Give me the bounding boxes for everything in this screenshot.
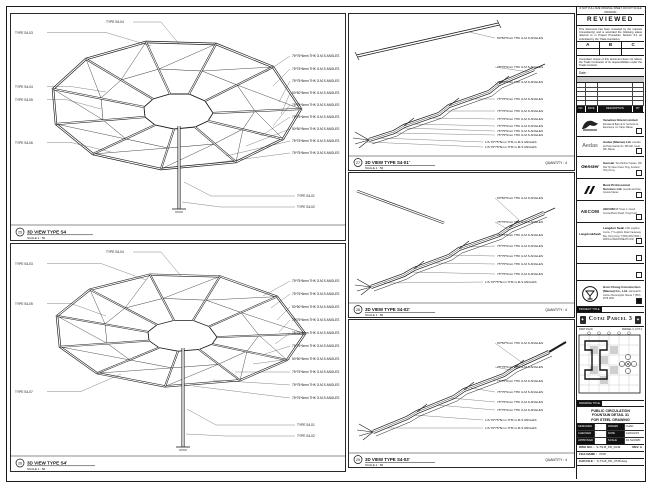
viewport-3d-view-type-s4-02 (348, 172, 575, 318)
consultant-name: AECOM (603, 206, 615, 211)
structure-drawing-s4 (11, 14, 345, 240)
leader-lines (384, 198, 519, 283)
consultant-address: Avenida da Praia Grande No. 665 (603, 141, 641, 148)
view-scale: SCALE 1 : 50 (365, 463, 384, 467)
leader-label: L/S 75*75*6mm THK G.M.S ANGLES (485, 280, 537, 284)
leader-label: 75*75*6mm THK G.M.S ANGLES (292, 370, 340, 374)
consultant-aecom (577, 201, 644, 223)
consultant-beca (577, 179, 644, 201)
rev-col-by: BY (633, 106, 644, 112)
consultant-address: 8/F Tower 2, Grand Central Plaza (603, 208, 635, 215)
status-a-cell (577, 49, 600, 55)
leader-label: 75*75*6mm THK G.M.S ANGLES (497, 272, 544, 276)
viewport-3d-view-type-s4-01 (348, 13, 575, 171)
viewport-3d-view-type-s4-prime (10, 243, 346, 472)
consultant-address: Two Harbour Square, 180 Wai Yip Street (603, 162, 642, 169)
cad-file-value: S-TS-B_PD_3728.dwg (596, 459, 628, 464)
column (176, 348, 190, 450)
leader-label: 75*75*6mm THK G.M.S ANGLES (497, 220, 544, 224)
gensler-logo: Gensler (581, 164, 599, 170)
rev-col-date: DATE (586, 106, 598, 112)
leader-label: 50*50*5mm THK G.M.S ANGLES (497, 341, 544, 345)
consultant-name: Venetian Orient Limited (603, 117, 638, 122)
leader-label: 75*75*6mm THK G.M.S ANGLES (497, 408, 544, 412)
leader-label: TYPE S4-02 (297, 205, 315, 209)
status-c-cell (622, 49, 644, 55)
leader-label: 75*75*6mm THK G.M.S ANGLES (292, 54, 340, 58)
leader-label: 75*75*6mm THK G.M.S ANGLES (497, 80, 544, 84)
consultant-address: Estrada da Baía de N. Senhora da Esperança, s/n (603, 123, 639, 130)
leader-label: 75*75*6mm THK G.M.S ANGLES (497, 379, 544, 383)
leader-label: 75*75*6mm THK G.M.S ANGLES (292, 331, 340, 335)
status-grid (577, 42, 644, 56)
leader-label: 50*50*5mm THK G.M.S ANGLES (292, 91, 340, 95)
consultant-name: Gensler (603, 160, 615, 165)
consultant-blank-1 (577, 247, 644, 264)
leader-lines (387, 343, 524, 428)
consultant-name: Langdon Seah (603, 225, 625, 230)
leader-label: 75*75*6mm THK G.M.S ANGLES (497, 97, 544, 101)
stamp-checkbox (636, 238, 642, 244)
leader-label: 75*75*6mm THK G.M.S ANGLES (292, 279, 340, 283)
status-b: B (600, 42, 623, 48)
dwg-no-value: S-TS-B_PD_0049 (596, 445, 621, 450)
leader-labels (15, 20, 339, 209)
view-number: 29 (356, 458, 360, 463)
view-number: 25 (18, 230, 22, 235)
view-quantity: QUANTITY : 4 (545, 161, 567, 165)
leader-label: 75*75*6mm THK G.M.S ANGLES (292, 383, 340, 387)
reviewed-stamp-title: REVIEWED (577, 15, 644, 26)
date-row (577, 69, 644, 77)
revision-table (577, 83, 644, 113)
consultant-gensler (577, 157, 644, 179)
leader-label: 75*75*6mm THK G.M.S ANGLES (497, 244, 544, 248)
leader-label: 75*75*6mm THK G.M.S ANGLES (292, 139, 340, 143)
consultant-address: Macau (611, 192, 619, 195)
leader-labels (485, 341, 543, 430)
leader-label: 50*50*5mm THK G.M.S ANGLES (292, 305, 340, 309)
leader-label: 75*75*6mm THK G.M.S ANGLES (292, 318, 340, 322)
viewport-3d-view-type-s4-03 (348, 319, 575, 468)
drawn-value: CHAD (625, 425, 634, 429)
cad-file-row (577, 459, 644, 466)
reviewed-stamp-text-1: This document has been reviewed by the relevant Consultant(s) and is accorded the following status referred to in Project Procedure Section 5.4 as submitted by the Trade Contractor. (579, 27, 642, 41)
leader-labels (485, 196, 543, 284)
consultant-name: Beca Professional Services Ltd. (603, 182, 630, 191)
leader-label: 75*75*6mm THK G.M.S ANGLES (292, 115, 340, 119)
title-block (576, 7, 644, 479)
langdon-seah-logo: Langdon&Seah (579, 232, 601, 236)
sheet-note: IF NOT FULL SIZE ORIGINAL SHEET, DO NOT SCALE DRAWING (577, 7, 644, 15)
rev-col-description: DESCRIPTION (598, 106, 633, 112)
consultant-aedas (577, 137, 644, 157)
view-scale: SCALE 1 : 50 (365, 166, 384, 170)
leader-label: 50*50*5mm THK G.M.S ANGLES (292, 357, 340, 361)
leader-label: 75*75*6mm THK G.M.S ANGLES (497, 133, 544, 137)
designed-value: - (595, 424, 607, 430)
checked-label: CHECKED (577, 431, 595, 437)
consultant-address: Taipa, Macau (619, 127, 633, 130)
view-number: 27 (356, 161, 360, 166)
leader-label: L/S 75*75*6mm THK G.M.S ANGLES (485, 140, 537, 144)
stamp-checkbox (636, 148, 642, 154)
leader-label: 75*75*6mm THK G.M.S ANGLES (292, 151, 340, 155)
canopy-structure (57, 275, 305, 387)
date-label: Date : (579, 70, 588, 75)
rev-col-no: NO. (577, 106, 586, 112)
view-quantity: QUANTITY : 4 (545, 458, 567, 462)
leader-labels (15, 250, 339, 438)
view-title-bar (349, 303, 574, 317)
leader-label: TYPE S4-01 (297, 194, 315, 198)
leader-label: 75*75*6mm THK G.M.S ANGLES (292, 103, 340, 107)
project-title-label: PROJECT TITLE (579, 307, 600, 311)
leader-label: 50*50*5mm THK G.M.S ANGLES (497, 36, 544, 40)
leader-label: 75*75*6mm THK G.M.S ANGLES (292, 67, 340, 71)
revision-header (577, 106, 644, 112)
leader-label: 75*75*6mm THK G.M.S ANGLES (292, 79, 340, 83)
stamp-checkbox (636, 170, 642, 176)
leader-label: TYPE S4-02 (297, 434, 315, 438)
leader-label: 75*75*6mm THK G.M.S ANGLES (497, 262, 544, 266)
view-title-bar (11, 225, 345, 240)
leader-label: 75*75*6mm THK G.M.S ANGLES (497, 129, 544, 133)
drawing-title (577, 407, 644, 424)
view-scale: SCALE 1 : 50 (27, 467, 46, 471)
leader-lines (47, 252, 295, 436)
drawing-title-label: DRAWING TITLE (579, 401, 600, 405)
view-number: 28 (356, 308, 360, 313)
view-title: 3D VIEW TYPE S4 (27, 229, 67, 235)
date-value: 14/AUG/15 (625, 432, 639, 436)
stamp-checkbox (636, 255, 642, 261)
leader-label: 50*50*5mm THK G.M.S ANGLES (497, 196, 544, 200)
contractor-contact: T (853) 2878 1830 (603, 294, 641, 301)
leader-label: L/S 75*75*6mm THK G.M.S ANGLES (485, 426, 537, 430)
consultant-blank-2 (577, 264, 644, 281)
view-quantity: QUANTITY : 4 (545, 308, 567, 312)
status-b-cell (600, 49, 623, 55)
view-title: 3D VIEW TYPE S4' (27, 460, 68, 466)
designed-label: DESIGNED (577, 424, 595, 430)
rev-value: REV. A (632, 445, 642, 450)
leader-label: 75*75*6mm THK G.M.S ANGLES (292, 344, 340, 348)
leader-lines (47, 22, 295, 207)
leader-label: TYPE S4-03 (15, 31, 33, 35)
status-a: A (577, 42, 600, 48)
leader-label: TYPE S4-06 (15, 141, 33, 145)
banner-ornament-icon: ✦ (580, 316, 585, 322)
key-plan-drawing (578, 331, 641, 397)
leader-labels (485, 36, 543, 149)
stamp-checkbox (636, 128, 642, 134)
consultant-address: 2101 Leighton Centre, 77 Leighton Road (603, 227, 640, 234)
leader-label: 75*75*6mm THK G.M.S ANGLES (497, 117, 544, 121)
consultant-address: Causeway Bay, Hong Kong (603, 231, 641, 238)
leader-label: TYPE S4-04 (106, 20, 124, 24)
file-name-row (577, 452, 644, 459)
grid-bubbles (588, 332, 631, 335)
approval-table (577, 424, 644, 445)
view-title-bar (349, 156, 574, 170)
leader-label: L/S 75*75*6mm THK G.M.S ANGLES (485, 145, 537, 149)
leader-label: TYPE S4-05 (15, 302, 33, 306)
leader-label: TYPE S4-04 (106, 250, 124, 254)
drawing-title-line: FOR STEEL DRAWING (591, 417, 630, 422)
beca-logo-icon (579, 185, 601, 195)
banner-ornament-icon: ✦ (636, 316, 641, 322)
drawn-label: DRAWN (607, 424, 625, 430)
leader-label: TYPE S4-03 (15, 262, 33, 266)
key-plan-parcel-label: PARCEL 3, LOT 2 (621, 328, 642, 331)
leader-label: TYPE S4-05 (15, 98, 33, 102)
structure-drawing-s4-03 (349, 320, 574, 467)
leader-label: 75*75*6mm THK G.M.S ANGLES (497, 254, 544, 258)
view-number: 26 (18, 461, 22, 466)
consultant-address: Avenida da Praia Grande (603, 188, 641, 195)
cad-file-label: CAD FILE : (579, 459, 595, 464)
dwg-no-row (577, 445, 644, 452)
leader-label: 75*75*6mm THK G.M.S ANGLES (497, 400, 544, 404)
view-title: 3D VIEW TYPE S4-01' (365, 160, 410, 165)
checked-value: - (595, 431, 607, 437)
structure-drawing-s4-01 (349, 14, 574, 170)
leader-label: 75*75*6mm THK G.M.S ANGLES (497, 65, 544, 69)
drawing-title-line: PUBLIC CIRCULATION (591, 408, 630, 413)
contractor-address: Alameda Dr. Carlos d'Assumpção, Macau (603, 290, 642, 297)
canopy-structure (53, 42, 301, 212)
contractor-block (577, 281, 644, 307)
stamp-checkbox (636, 214, 642, 220)
leader-label: 75*75*6mm THK G.M.S ANGLES (497, 390, 544, 394)
key-plan-label: PART PLAN (579, 328, 593, 331)
venetian-lion-logo-icon (579, 118, 601, 132)
contractor-emblem-icon (579, 285, 601, 303)
contractor-name: Hsin Chong Construction (Macau) Co., Ltd. (603, 284, 641, 293)
view-scale: SCALE 1 : 50 (27, 236, 46, 240)
leader-label: 75*75*6mm THK G.M.S ANGLES (497, 124, 544, 128)
view-title: 3D VIEW TYPE S4-03' (365, 457, 410, 462)
view-scale: SCALE 1 : 50 (365, 313, 384, 317)
reviewed-stamp-text-2: Consultant review of this document does not relieve the Trade Contractor of its responsibilities under the Trade Contract. (579, 57, 642, 68)
file-name-label: FILE NAME : (579, 452, 597, 457)
leader-label: 75*75*6mm THK G.M.S ANGLES (497, 365, 544, 369)
consultant-contact: T (852) 2830 3500 | WWW.LANGDONSEAH.COM (603, 235, 641, 242)
structure-drawing-s4-02 (349, 173, 574, 317)
scale-label: SCALE (607, 438, 625, 444)
consultant-venetian (577, 113, 644, 137)
aecom-logo: AECOM (580, 208, 600, 214)
leader-label: TYPE S4-01 (297, 423, 315, 427)
approved-value: - (595, 438, 607, 444)
leader-label: 75*75*6mm THK G.M.S ANGLES (292, 396, 340, 400)
stamp-checkbox (636, 192, 642, 198)
stamp-checkbox (636, 272, 642, 278)
leader-label: 75*75*6mm THK G.M.S ANGLES (497, 233, 544, 237)
dwg-no-label: DWG NO. : (579, 445, 595, 450)
consultant-address: Edf. Great Will, Macau (603, 145, 640, 152)
leader-label: 50*50*5mm THK G.M.S ANGLES (292, 127, 340, 131)
project-name: Cotai Parcel 3 (588, 315, 633, 322)
structure-drawing-s4-prime (11, 244, 345, 471)
aedas-logo: Aedas (582, 143, 598, 150)
view-title-bar (349, 453, 574, 467)
consultant-address: Shatin, Hong Kong (617, 212, 637, 215)
date-label: DATE (607, 431, 625, 437)
leader-label: TYPE S4-04 (15, 85, 33, 89)
status-c: C (631, 42, 635, 48)
view-title-bar (11, 456, 345, 471)
leader-label: TYPE S4-07 (15, 390, 33, 394)
scale-value: AS SHOWN (625, 439, 641, 443)
approved-label: APPROVED (578, 439, 593, 443)
project-title-banner (577, 313, 644, 327)
leader-label: L/S 75*75*6mm THK G.M.S ANGLES (485, 418, 537, 422)
consultant-address: Kwun Tong, Kowloon, Hong Kong (603, 166, 641, 173)
file-name-value: 3728 (599, 452, 606, 457)
consultant-langdon-seah (577, 223, 644, 247)
viewport-3d-view-type-s4 (10, 13, 346, 241)
leader-label: 75*75*6mm THK G.M.S ANGLES (292, 292, 340, 296)
drawing-title-line: FOUNTAIN DETAIL 31 (592, 413, 629, 418)
leader-label: 75*75*6mm THK G.M.S ANGLES (497, 109, 544, 113)
view-title: 3D VIEW TYPE S4-02' (365, 307, 410, 312)
key-plan (577, 327, 644, 401)
contractor-checkbox (636, 298, 642, 304)
consultant-name: Aedas (Macau) Ltd. (603, 139, 632, 144)
